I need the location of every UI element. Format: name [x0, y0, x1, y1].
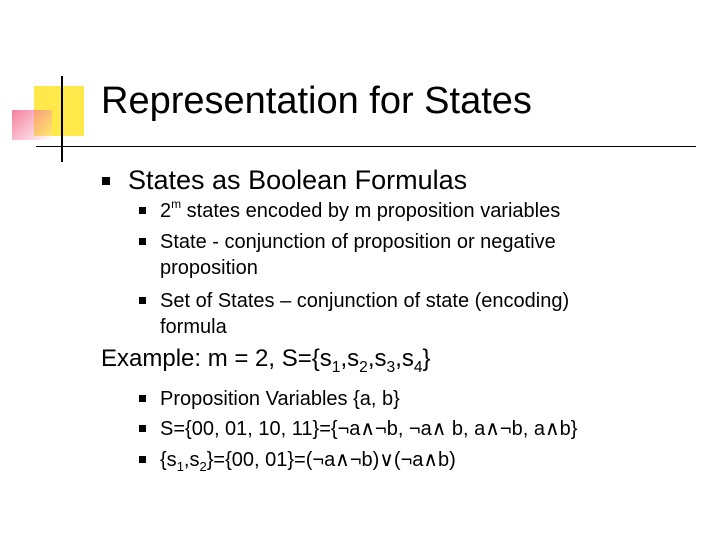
sub-item-states-encoded	[160, 198, 560, 224]
formula-text: {s	[160, 449, 177, 471]
slide-title: Representation for States	[101, 80, 532, 122]
bullet-icon	[139, 297, 146, 304]
decorative-vertical-line	[61, 76, 63, 162]
bullet-states-as-boolean-formulas: States as Boolean Formulas	[128, 165, 468, 195]
subscript: 2	[359, 358, 368, 376]
subscript: 3	[386, 358, 396, 376]
power-exponent: m	[171, 197, 182, 212]
example-item-subset-formula	[160, 447, 456, 473]
formula-text: }={00, 01}=(¬a∧¬b)∨(¬a∧b)	[206, 449, 456, 471]
sub-item-set-of-states-line2: formula	[160, 316, 227, 338]
example-text: ,s	[367, 345, 387, 372]
sub-item-state-conjunction-line1: State - conjunction of proposition or negative	[160, 231, 556, 253]
example-text: ,s	[340, 345, 360, 372]
subscript: 1	[331, 358, 341, 376]
example-text: ,s	[395, 345, 414, 372]
title-underline	[36, 146, 696, 147]
sub-item-state-conjunction-line2: proposition	[160, 257, 258, 279]
example-text: Example: m = 2, S={s	[101, 345, 332, 372]
example-text: }	[422, 345, 431, 372]
bullet-icon	[139, 207, 146, 214]
bullet-icon	[102, 177, 110, 185]
bullet-icon	[139, 456, 146, 463]
power-base: 2	[160, 200, 172, 222]
example-item-proposition-variables: Proposition Variables {a, b}	[160, 388, 400, 410]
example-item-state-set: S={00, 01, 10, 11}={¬a∧¬b, ¬a∧ b, a∧¬b, a∧b}	[160, 418, 578, 440]
bullet-icon	[139, 425, 146, 432]
formula-text: ,s	[183, 449, 200, 471]
bullet-icon	[139, 395, 146, 402]
decorative-pink-square	[12, 110, 52, 140]
subscript: 2	[199, 459, 207, 474]
subscript: 1	[176, 459, 184, 474]
bullet-icon	[139, 238, 146, 245]
subscript: 4	[413, 358, 423, 376]
example-heading	[101, 344, 431, 374]
sub-item-set-of-states-line1: Set of States – conjunction of state (encoding)	[160, 290, 570, 312]
sub-item-text: states encoded by m proposition variables	[181, 200, 561, 222]
